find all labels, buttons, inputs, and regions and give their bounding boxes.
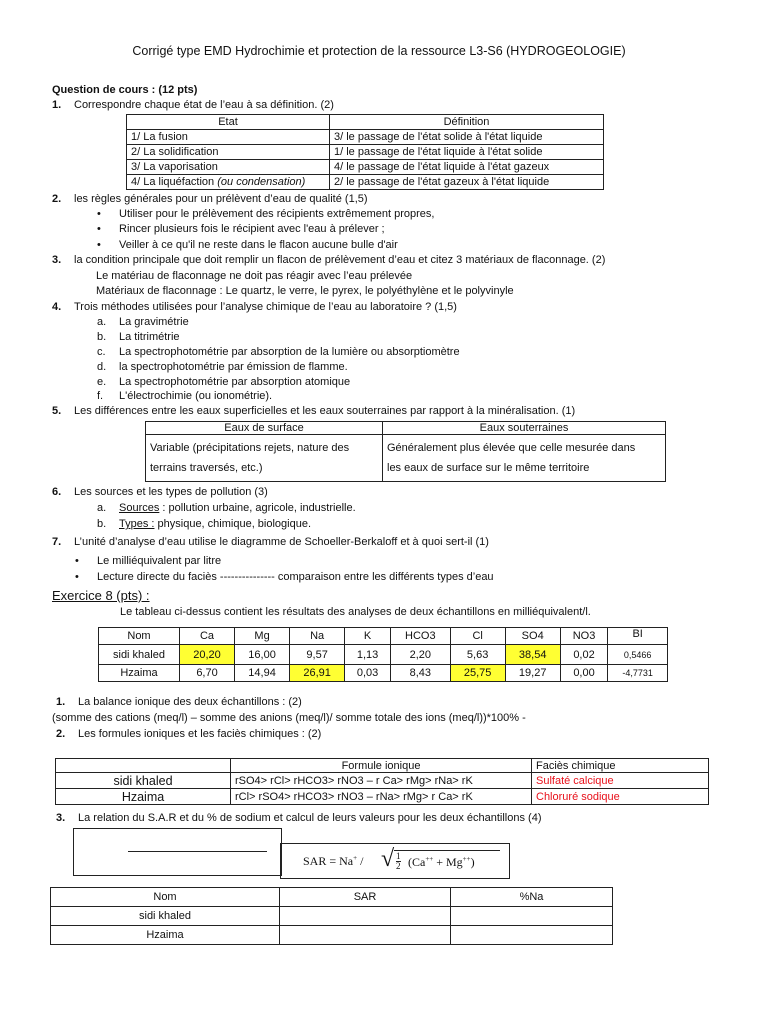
fraction-line [128,851,267,852]
table-row: sidi khaled rSO4> rCl> rHCO3> rNO3 – r Ca> rMg> rNa> rK Sulfaté calcique [56,773,709,789]
question-number: 2. [56,728,66,740]
sar-lhs: SAR = Na+ / [303,854,364,868]
table-header: Eaux de surface [146,422,383,435]
question-text: La relation du S.A.R et du % de sodium et calcul de leurs valeurs pour les deux échantillons (4) [78,812,542,824]
analysis-table: Nom Ca Mg Na K HCO3 Cl SO4 NO3 BI sidi khaled 20,20 16,00 9,57 1,13 2,20 5,63 38,54 0,02 0,5466 Hzaima 6,70 14,94 26,91 0,03 8,43 25,75 19,27 0,00 -4,7731 [98,627,668,682]
question-text: Les différences entre les eaux superficielles et les eaux souterraines par rapport à la minéralisation. (1) [74,405,576,417]
table-header: Etat [127,115,330,130]
table-header: Eaux souterraines [383,422,666,435]
list-marker: b. [97,331,107,343]
list-marker: f. [97,390,104,402]
question-number: 7. [52,536,62,548]
table-header: SAR [280,888,451,907]
question-number: 1. [56,696,66,708]
question-text: Les sources et les types de pollution (3) [74,486,268,498]
half-fraction: 1 2 [396,851,401,871]
question-text: L’unité d’analyse d’eau utilise le diagramme de Schoeller-Berkaloff et à quoi sert-il (1) [74,536,489,548]
list-item: La titrimétrie [119,331,180,343]
question-number: 2. [52,193,62,205]
sqrt-bar [394,850,500,851]
list-item: L'électrochimie (ou ionométrie). [119,390,273,402]
exercise-title: Exercice 8 (pts) : [52,588,150,603]
answer-line: Matériaux de flaconnage : Le quartz, le verre, le pyrex, le polyéthylène et le polyvinyle [96,285,514,297]
table-header: Nom [51,888,280,907]
list-item: La spectrophotométrie par absorption atomique [119,376,351,388]
list-marker: d. [97,361,107,373]
table-row: 1/ La fusion 3/ le passage de l'état solide à l'état liquide [127,130,604,145]
question-number: 4. [52,301,62,313]
table-row: sidi khaled 20,20 16,00 9,57 1,13 2,20 5,63 38,54 0,02 0,5466 [99,645,668,665]
list-item: la spectrophotométrie par émission de flamme. [119,361,348,373]
section-heading: Question de cours : (12 pts) [52,84,198,96]
exercise-intro: Le tableau ci-dessus contient les résultats des analyses de deux échantillons en milliéquivalent/l. [120,606,591,618]
sar-table [50,887,613,945]
table-header: %Na [451,888,613,907]
table-row: 4/ La liquéfaction (ou condensation) 2/ le passage de l'état gazeux à l'état liquide [127,175,604,190]
question-text: les règles générales pour un prélèvent d’eau de qualité (1,5) [74,193,368,205]
list-item: • Veiller à ce qu'il ne reste dans le flacon aucune bulle d'air [119,239,398,251]
question-text: Les formules ioniques et les faciès chimiques : (2) [78,728,322,740]
mineralisation-table [145,421,666,482]
list-item: Types : physique, chimique, biologique. [119,518,312,530]
facies-table [55,758,709,805]
table-row: 2/ La solidification 1/ le passage de l'état liquide à l'état solide [127,145,604,160]
table-row: sidi khaled [51,907,613,926]
list-item: • Lecture directe du faciès --------------- comparaison entre les différents types d’eau [97,571,494,583]
formula-text: (somme des cations (meq/l) – somme des anions (meq/l)/ somme totale des ions (meq/l))*100% - [52,712,526,724]
list-marker: a. [97,502,107,514]
table-row: Variable (précipitations rejets, nature des terrains traversés, etc.) Généralement plus élevée que celle mesurée dans les eaux de surface sur le même territoire [146,435,666,482]
question-text: La balance ionique des deux échantillons : (2) [78,696,302,708]
states-table [126,114,604,190]
list-marker: b. [97,518,107,530]
question-number: 5. [52,405,62,417]
question-text: Trois méthodes utilisées pour l’analyse chimique de l’eau au laboratoire ? (1,5) [74,301,457,313]
table-header: Nom [99,628,180,645]
list-item: • Rincer plusieurs fois le récipient avec l'eau à prélever ; [119,223,385,235]
table-row: Hzaima [51,926,613,945]
sqrt-sign: √ [381,846,395,872]
answer-line: Le matériau de flaconnage ne doit pas réagir avec l’eau prélevée [96,270,413,282]
list-marker: a. [97,316,107,328]
sar-formula [280,843,510,879]
table-row: Hzaima rCl> rSO4> rHCO3> rNO3 – rNa> rMg> r Ca> rK Chloruré sodique [56,789,709,805]
table-row: Hzaima 6,70 14,94 26,91 0,03 8,43 25,75 19,27 0,00 -4,7731 [99,665,668,682]
question-number: 3. [56,812,66,824]
list-item: Sources : pollution urbaine, agricole, industrielle. [119,502,356,514]
list-item: La spectrophotométrie par absorption de la lumière ou absorptiomètre [119,346,460,358]
page-title: Corrigé type EMD Hydrochimie et protection de la ressource L3-S6 (HYDROGEOLOGIE) [132,44,626,58]
table-header: Faciès chimique [532,759,709,773]
list-item: • Utiliser pour le prélèvement des récipients extrêmement propres, [119,208,434,220]
question-number: 3. [52,254,62,266]
list-marker: c. [97,346,106,358]
question-text: Correspondre chaque état de l’eau à sa définition. (2) [74,99,334,111]
list-item: La gravimétrie [119,316,189,328]
list-item: • Le milliéquivalent par litre [97,555,221,567]
question-text: la condition principale que doit remplir un flacon de prélèvement d’eau et citez 3 matériaux de flaconnage. (2) [74,254,606,266]
question-number: 1. [52,99,62,111]
formula-box [73,828,282,876]
question-number: 6. [52,486,62,498]
sar-denominator: (Ca++ + Mg++) [408,855,475,869]
table-header: Définition [330,115,604,130]
list-marker: e. [97,376,107,388]
table-row: 3/ La vaporisation 4/ le passage de l'état liquide à l'état gazeux [127,160,604,175]
table-header: Formule ionique [231,759,532,773]
